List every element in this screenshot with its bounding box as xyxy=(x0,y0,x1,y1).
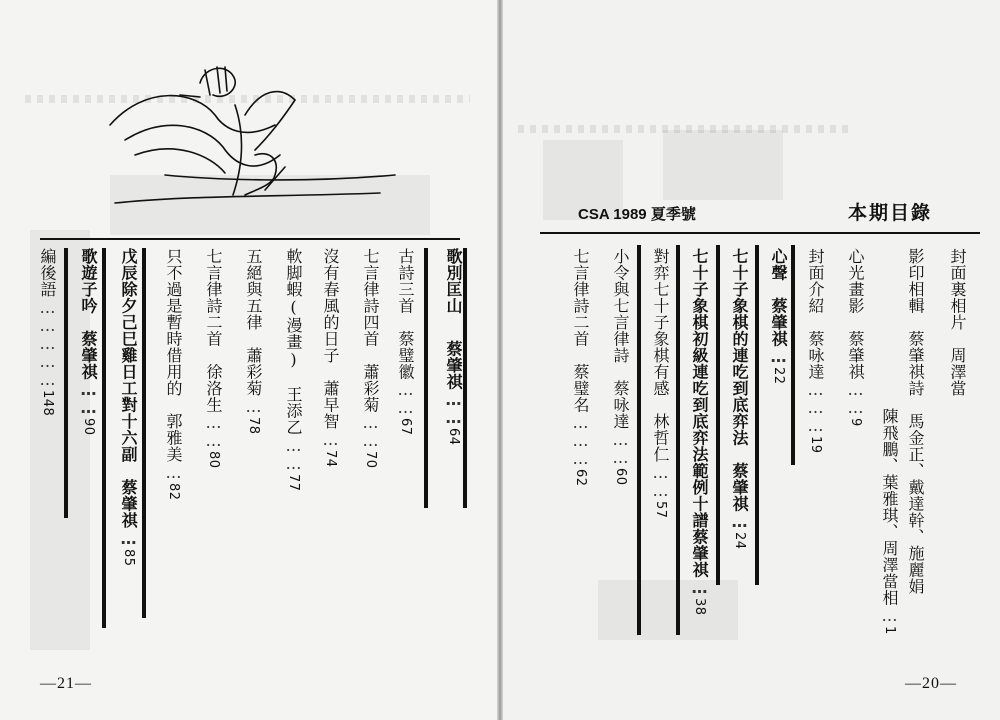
dot-leader: … xyxy=(164,462,183,481)
section-bar xyxy=(676,245,680,635)
entry-author: 郭雅美 xyxy=(164,413,183,463)
dot-leader: …… xyxy=(361,413,380,449)
entry-title: 只不過是暫時借用的 xyxy=(164,248,183,397)
entry-page: 90 xyxy=(81,418,96,436)
entry-page: 60 xyxy=(613,467,628,486)
entry-author: 周澤當 xyxy=(948,347,967,397)
show-through-text xyxy=(598,580,738,640)
entry-title: 心聲 xyxy=(769,248,788,281)
entry-author: 王添乙 xyxy=(284,386,303,436)
entry-author: 蔡肇祺詩 xyxy=(906,330,925,397)
toc-entry[interactable] xyxy=(800,248,830,454)
section-bar xyxy=(64,248,68,518)
entry-page: 80 xyxy=(206,451,221,469)
entry-title: 戊辰除夕己巳雞日工對十六副 xyxy=(119,248,138,463)
page-number-right: —20— xyxy=(905,675,957,692)
entry-author: 蔡咏達 xyxy=(806,330,825,380)
entry-page: 85 xyxy=(121,548,136,567)
toc-entry[interactable] xyxy=(874,408,904,635)
dot-leader: …… xyxy=(611,429,630,466)
dot-leader: …… xyxy=(396,380,415,416)
entry-page: 74 xyxy=(323,449,338,468)
entry-page: 82 xyxy=(166,482,181,501)
toc-entry[interactable] xyxy=(32,248,62,416)
entry-author: 蕭早智 xyxy=(321,380,340,430)
section-bar xyxy=(637,245,641,635)
entry-page: 22 xyxy=(771,367,786,385)
toc-entry[interactable] xyxy=(438,248,468,446)
entry-title: 歌別匡山 xyxy=(444,248,463,314)
dot-leader: …… xyxy=(846,380,865,416)
entry-author: 蔡肇祺 xyxy=(444,340,463,390)
entry-author: 蕭彩菊 xyxy=(361,363,380,413)
entry-page: 57 xyxy=(653,500,668,519)
toc-entry[interactable] xyxy=(158,248,188,500)
dot-leader: … xyxy=(244,396,263,415)
entry-author: 蔡咏達 xyxy=(611,380,630,430)
entry-contributors: 馬金正、戴達幹、施麗娟 xyxy=(906,413,925,595)
entry-title: 五絕與五律 xyxy=(244,248,263,331)
entry-author: 蔡肇祺 xyxy=(846,330,865,380)
dot-leader: …… xyxy=(651,462,670,499)
entry-author: 蔡肇祺 xyxy=(769,297,788,347)
toc-entry[interactable] xyxy=(605,248,635,485)
entry-author: 蔡肇祺 xyxy=(730,462,749,512)
entry-title: 小令與七言律詩 xyxy=(611,248,630,364)
entry-title: 封面裏相片 xyxy=(948,248,967,331)
entry-title: 對弈七十子象棋有感 xyxy=(651,248,670,397)
dot-leader: … xyxy=(880,606,899,624)
toc-entry[interactable] xyxy=(724,248,754,550)
dot-leader: … xyxy=(119,528,138,547)
dot-leader: … xyxy=(321,429,340,448)
entry-page: 67 xyxy=(398,418,413,436)
entry-title: 沒有春風的日子 xyxy=(321,248,340,364)
dot-leader: …… xyxy=(204,413,223,449)
toc-entry[interactable] xyxy=(390,248,420,436)
entry-title: 七言律詩二首 xyxy=(571,248,590,347)
section-bar xyxy=(755,245,759,585)
entry-page: 77 xyxy=(286,473,301,492)
dot-leader: …… xyxy=(79,380,98,416)
toc-entry[interactable] xyxy=(238,248,268,434)
section-bar xyxy=(716,245,720,585)
dot-leader: … xyxy=(690,578,709,596)
toc-entry[interactable] xyxy=(113,248,143,566)
entry-author: 蔡璧名 xyxy=(571,363,590,413)
entry-title: 七十子象棋初級連吃到底弈法範例十譜 xyxy=(690,248,709,529)
entry-page: 148 xyxy=(40,389,55,416)
entry-author: 徐洛生 xyxy=(204,363,223,413)
dot-leader: …………… xyxy=(38,297,57,388)
sketch-illustration xyxy=(105,55,405,215)
entry-title: 封面介紹 xyxy=(806,248,825,314)
entry-title: 編後語 xyxy=(38,248,57,298)
left-page xyxy=(0,0,497,720)
toc-entry[interactable] xyxy=(763,248,793,385)
toc-entry[interactable] xyxy=(565,248,595,487)
toc-entry[interactable] xyxy=(355,248,385,469)
entry-author: 蕭彩菊 xyxy=(244,347,263,397)
entry-author: 蔡肇祺 xyxy=(79,330,98,380)
section-bar xyxy=(424,248,428,508)
dot-leader: …… xyxy=(284,435,303,472)
entry-page: 24 xyxy=(732,532,747,550)
header-rule xyxy=(40,238,460,240)
entry-title: 七言律詩四首 xyxy=(361,248,380,347)
dot-leader: ……… xyxy=(806,380,825,434)
issue-label: CSA 1989 夏季號 xyxy=(578,206,696,223)
header-rule xyxy=(540,232,980,234)
toc-entry[interactable] xyxy=(198,248,228,469)
entry-author: 蔡璧徽 xyxy=(396,330,415,380)
dot-leader: ……… xyxy=(571,413,590,467)
dot-leader: … xyxy=(730,512,749,530)
entry-title: 軟脚蝦(漫畫) xyxy=(284,248,303,370)
entry-author: 林哲仁 xyxy=(651,413,670,463)
entry-title: 歌遊子吟 xyxy=(79,248,98,314)
entry-author: 蔡肇祺 xyxy=(119,479,138,529)
toc-entry[interactable] xyxy=(942,248,972,397)
entry-title: 七言律詩二首 xyxy=(204,248,223,347)
entry-title: 影印相輯 xyxy=(906,248,925,314)
entry-page: 70 xyxy=(363,451,378,469)
entry-title: 心光畫影 xyxy=(846,248,865,314)
page-number-left: —21— xyxy=(40,675,92,692)
dot-leader: …… xyxy=(444,390,463,426)
entry-page: 78 xyxy=(246,416,261,435)
entry-title: 七十子象棋的連吃到底弈法 xyxy=(730,248,749,446)
entry-page: 19 xyxy=(808,436,823,454)
entry-author: 蔡肇祺 xyxy=(690,528,709,578)
toc-entry[interactable] xyxy=(73,248,103,436)
entry-page: 38 xyxy=(692,598,707,616)
dot-leader: … xyxy=(769,347,788,365)
toc-heading: 本期目錄 xyxy=(848,202,933,224)
entry-page: 9 xyxy=(848,418,863,427)
toc-entry[interactable] xyxy=(900,248,930,595)
entry-page: 62 xyxy=(573,469,588,487)
toc-entry[interactable] xyxy=(278,248,308,491)
toc-entry[interactable] xyxy=(684,248,714,616)
entry-page: 64 xyxy=(446,428,461,446)
toc-entry[interactable] xyxy=(315,248,345,467)
toc-entry[interactable] xyxy=(645,248,675,518)
entry-title: 古詩三首 xyxy=(396,248,415,314)
toc-entry[interactable] xyxy=(840,248,870,427)
entry-contributors: 陳飛鵬、葉雅琪、周澤當相 xyxy=(880,408,899,606)
entry-page: 1 xyxy=(882,626,897,635)
show-through-text xyxy=(663,130,783,200)
